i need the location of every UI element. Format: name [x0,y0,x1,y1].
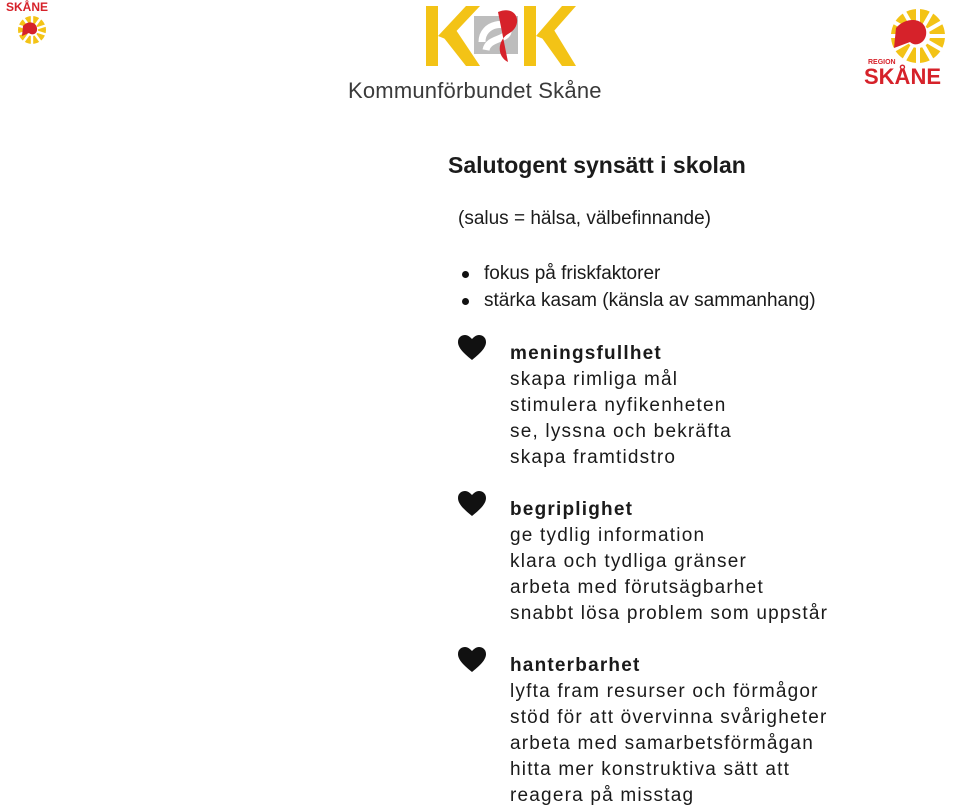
group-item: stöd för att övervinna svårigheter [510,707,828,728]
group-item: reagera på misstag [510,785,695,806]
logo-small-text: SKÅNE [6,0,49,14]
page-title: Salutogent synsätt i skolan [448,152,746,178]
group-heading: begriplighet [510,499,634,520]
ksk-logo [348,4,638,106]
bullet-list [458,262,816,316]
logo-region-text: REGION [868,59,896,66]
region-skane-logo-small [4,0,56,48]
heart-icon [458,335,486,361]
group-item: skapa rimliga mål [510,369,679,390]
bullet-item: fokus på friskfaktorer [458,262,816,289]
bullet-item: stärka kasam (känsla av sammanhang) [458,289,816,316]
group-heading: meningsfullhet [510,343,662,364]
heart-icon [458,647,486,673]
group-item: ge tydlig information [510,525,706,546]
group-item: arbeta med samarbetsförmågan [510,733,814,754]
group-item: arbeta med förutsägbarhet [510,577,764,598]
group-item: snabbt lösa problem som uppstår [510,603,829,624]
group-item: lyfta fram resurser och förmågor [510,681,819,702]
region-skane-logo [862,4,958,88]
subtitle: (salus = hälsa, välbefinnande) [458,208,711,229]
ksk-logo-mark [348,4,638,74]
group-item: skapa framtidstro [510,447,677,468]
group-item: stimulera nyfikenheten [510,395,727,416]
heart-icon [458,491,486,517]
group-item: hitta mer konstruktiva sätt att [510,759,791,780]
ksk-caption: Kommunförbundet Skåne [348,78,602,103]
group-heading: hanterbarhet [510,655,641,676]
group-item: se, lyssna och bekräfta [510,421,732,442]
group-item: klara och tydliga gränser [510,551,747,572]
logo-skane-text: SKÅNE [864,64,942,88]
